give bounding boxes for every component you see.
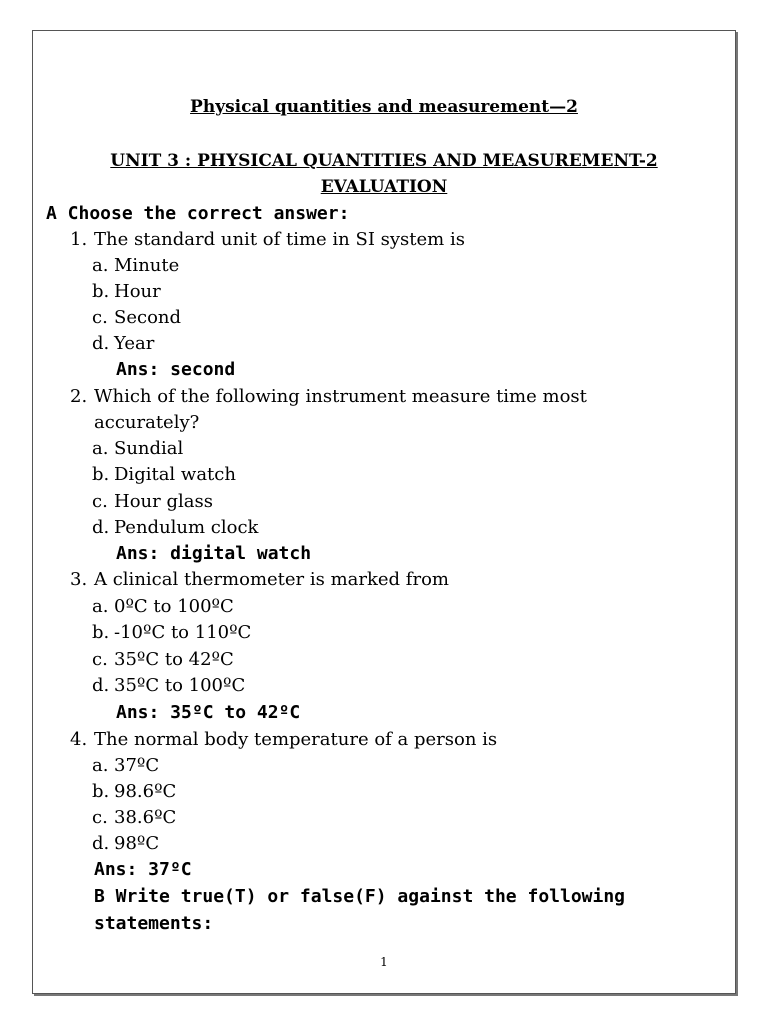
option-key: b. bbox=[92, 622, 110, 643]
option-text: Year bbox=[114, 333, 155, 354]
evaluation-heading: EVALUATION bbox=[320, 177, 448, 197]
option-text: Hour bbox=[114, 281, 161, 302]
option-key: d. bbox=[92, 833, 110, 854]
option-text: 35ºC to 100ºC bbox=[114, 675, 246, 696]
option-key: a. bbox=[92, 438, 109, 459]
option-key: b. bbox=[92, 464, 110, 485]
question-3 bbox=[70, 567, 449, 593]
answer-1: Ans: second bbox=[116, 359, 236, 380]
answer-4: Ans: 37ºC bbox=[94, 859, 192, 880]
option-key: d. bbox=[92, 517, 110, 538]
question-number: 2. bbox=[70, 386, 88, 407]
option-key: c. bbox=[92, 807, 108, 828]
option-1b bbox=[92, 279, 161, 305]
option-4a bbox=[92, 753, 159, 779]
option-key: b. bbox=[92, 281, 110, 302]
option-text: 0ºC to 100ºC bbox=[114, 596, 234, 617]
option-key: a. bbox=[92, 255, 109, 276]
option-text: 98.6ºC bbox=[114, 781, 177, 802]
option-3c bbox=[92, 647, 234, 673]
question-text: The normal body temperature of a person is bbox=[94, 729, 498, 750]
option-3d bbox=[92, 673, 245, 699]
question-2 bbox=[70, 384, 587, 410]
question-1 bbox=[70, 227, 465, 253]
option-key: d. bbox=[92, 333, 110, 354]
option-text: 35ºC to 42ºC bbox=[114, 649, 234, 670]
option-2d bbox=[92, 515, 258, 541]
option-key: c. bbox=[92, 649, 108, 670]
option-text: Hour glass bbox=[114, 491, 213, 512]
answer-2: Ans: digital watch bbox=[116, 543, 312, 564]
question-number: 4. bbox=[70, 729, 88, 750]
option-1d bbox=[92, 331, 154, 357]
section-b-heading: B Write true(T) or false(F) against the following bbox=[94, 886, 626, 907]
section-b-heading-continued: statements: bbox=[94, 913, 214, 934]
option-key: c. bbox=[92, 491, 108, 512]
question-4 bbox=[70, 727, 497, 753]
option-2c bbox=[92, 489, 213, 515]
option-text: Sundial bbox=[114, 438, 184, 459]
unit-title: UNIT 3 : PHYSICAL QUANTITIES AND MEASUREMENT-2 bbox=[110, 151, 658, 171]
option-text: Pendulum clock bbox=[114, 517, 259, 538]
option-1a bbox=[92, 253, 179, 279]
question-text: A clinical thermometer is marked from bbox=[94, 569, 449, 590]
page-number: 1 bbox=[380, 955, 388, 969]
option-text: Minute bbox=[114, 255, 180, 276]
option-4c bbox=[92, 805, 176, 831]
option-text: 98ºC bbox=[114, 833, 160, 854]
option-2a bbox=[92, 436, 183, 462]
option-key: a. bbox=[92, 596, 109, 617]
option-2b bbox=[92, 462, 236, 488]
question-text: The standard unit of time in SI system is bbox=[94, 229, 465, 250]
answer-3: Ans: 35ºC to 42ºC bbox=[116, 702, 301, 723]
option-key: d. bbox=[92, 675, 110, 696]
option-text: -10ºC to 110ºC bbox=[114, 622, 252, 643]
section-a-heading: A Choose the correct answer: bbox=[46, 203, 350, 224]
option-text: 37ºC bbox=[114, 755, 160, 776]
question-text: Which of the following instrument measure time most bbox=[94, 386, 587, 407]
document-title: Physical quantities and measurement—2 bbox=[190, 97, 578, 117]
option-text: Second bbox=[114, 307, 182, 328]
question-number: 1. bbox=[70, 229, 88, 250]
option-text: 38.6ºC bbox=[114, 807, 177, 828]
option-3b bbox=[92, 620, 251, 646]
option-1c bbox=[92, 305, 181, 331]
option-text: Digital watch bbox=[114, 464, 236, 485]
question-number: 3. bbox=[70, 569, 88, 590]
option-3a bbox=[92, 594, 234, 620]
option-4d bbox=[92, 831, 159, 857]
option-key: b. bbox=[92, 781, 110, 802]
option-key: a. bbox=[92, 755, 109, 776]
option-key: c. bbox=[92, 307, 108, 328]
question-2-continued: accurately? bbox=[94, 412, 200, 433]
option-4b bbox=[92, 779, 176, 805]
